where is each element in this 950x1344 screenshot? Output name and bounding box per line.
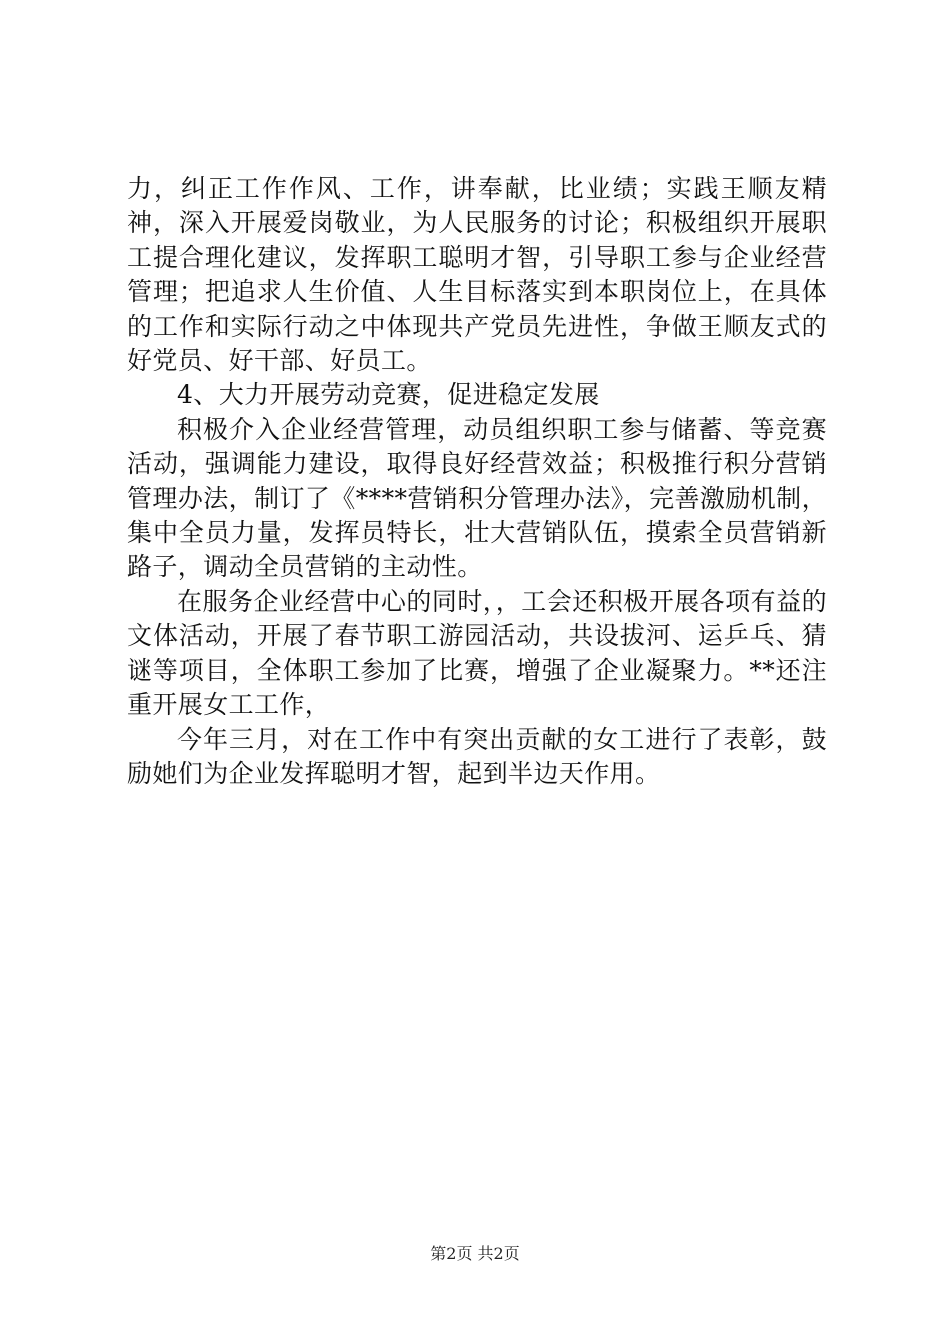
- body-paragraph-continued: 力，纠正工作作风、工作，讲奉献，比业绩；实践王顺友精神，深入开展爱岗敬业，为人民服务的讨论；积极组织开展职工提合理化建议，发挥职工聪明才智，引导职工参与企业经营管理；把追求人生价值、人生目标落实到本职岗位上，在具体的工作和实际行动之中体现共产党员先进性，争做王顺友式的好党员、好干部、好员工。: [127, 174, 827, 376]
- body-paragraph: 在服务企业经营中心的同时，，工会还积极开展各项有益的文体活动，开展了春节职工游园活动，共设拔河、运乒乓、猜谜等项目，全体职工参加了比赛，增强了企业凝聚力。**还注重开展女工工作，: [127, 586, 827, 720]
- page-number-footer: 第2页 共2页: [430, 1244, 520, 1263]
- body-paragraph: 积极介入企业经营管理，动员组织职工参与储蓄、等竞赛活动，强调能力建设，取得良好经营效益；积极推行积分营销管理办法，制订了《****营销积分管理办法》，完善激励机制，集中全员力量，发挥员特长，壮大营销队伍，摸索全员营销新路子，调动全员营销的主动性。: [127, 414, 827, 582]
- document-body: [127, 172, 827, 791]
- section-heading: 4、大力开展劳动竞赛，促进稳定发展: [177, 380, 600, 410]
- body-paragraph: 今年三月，对在工作中有突出贡献的女工进行了表彰，鼓励她们为企业发挥聪明才智，起到半边天作用。: [127, 724, 827, 788]
